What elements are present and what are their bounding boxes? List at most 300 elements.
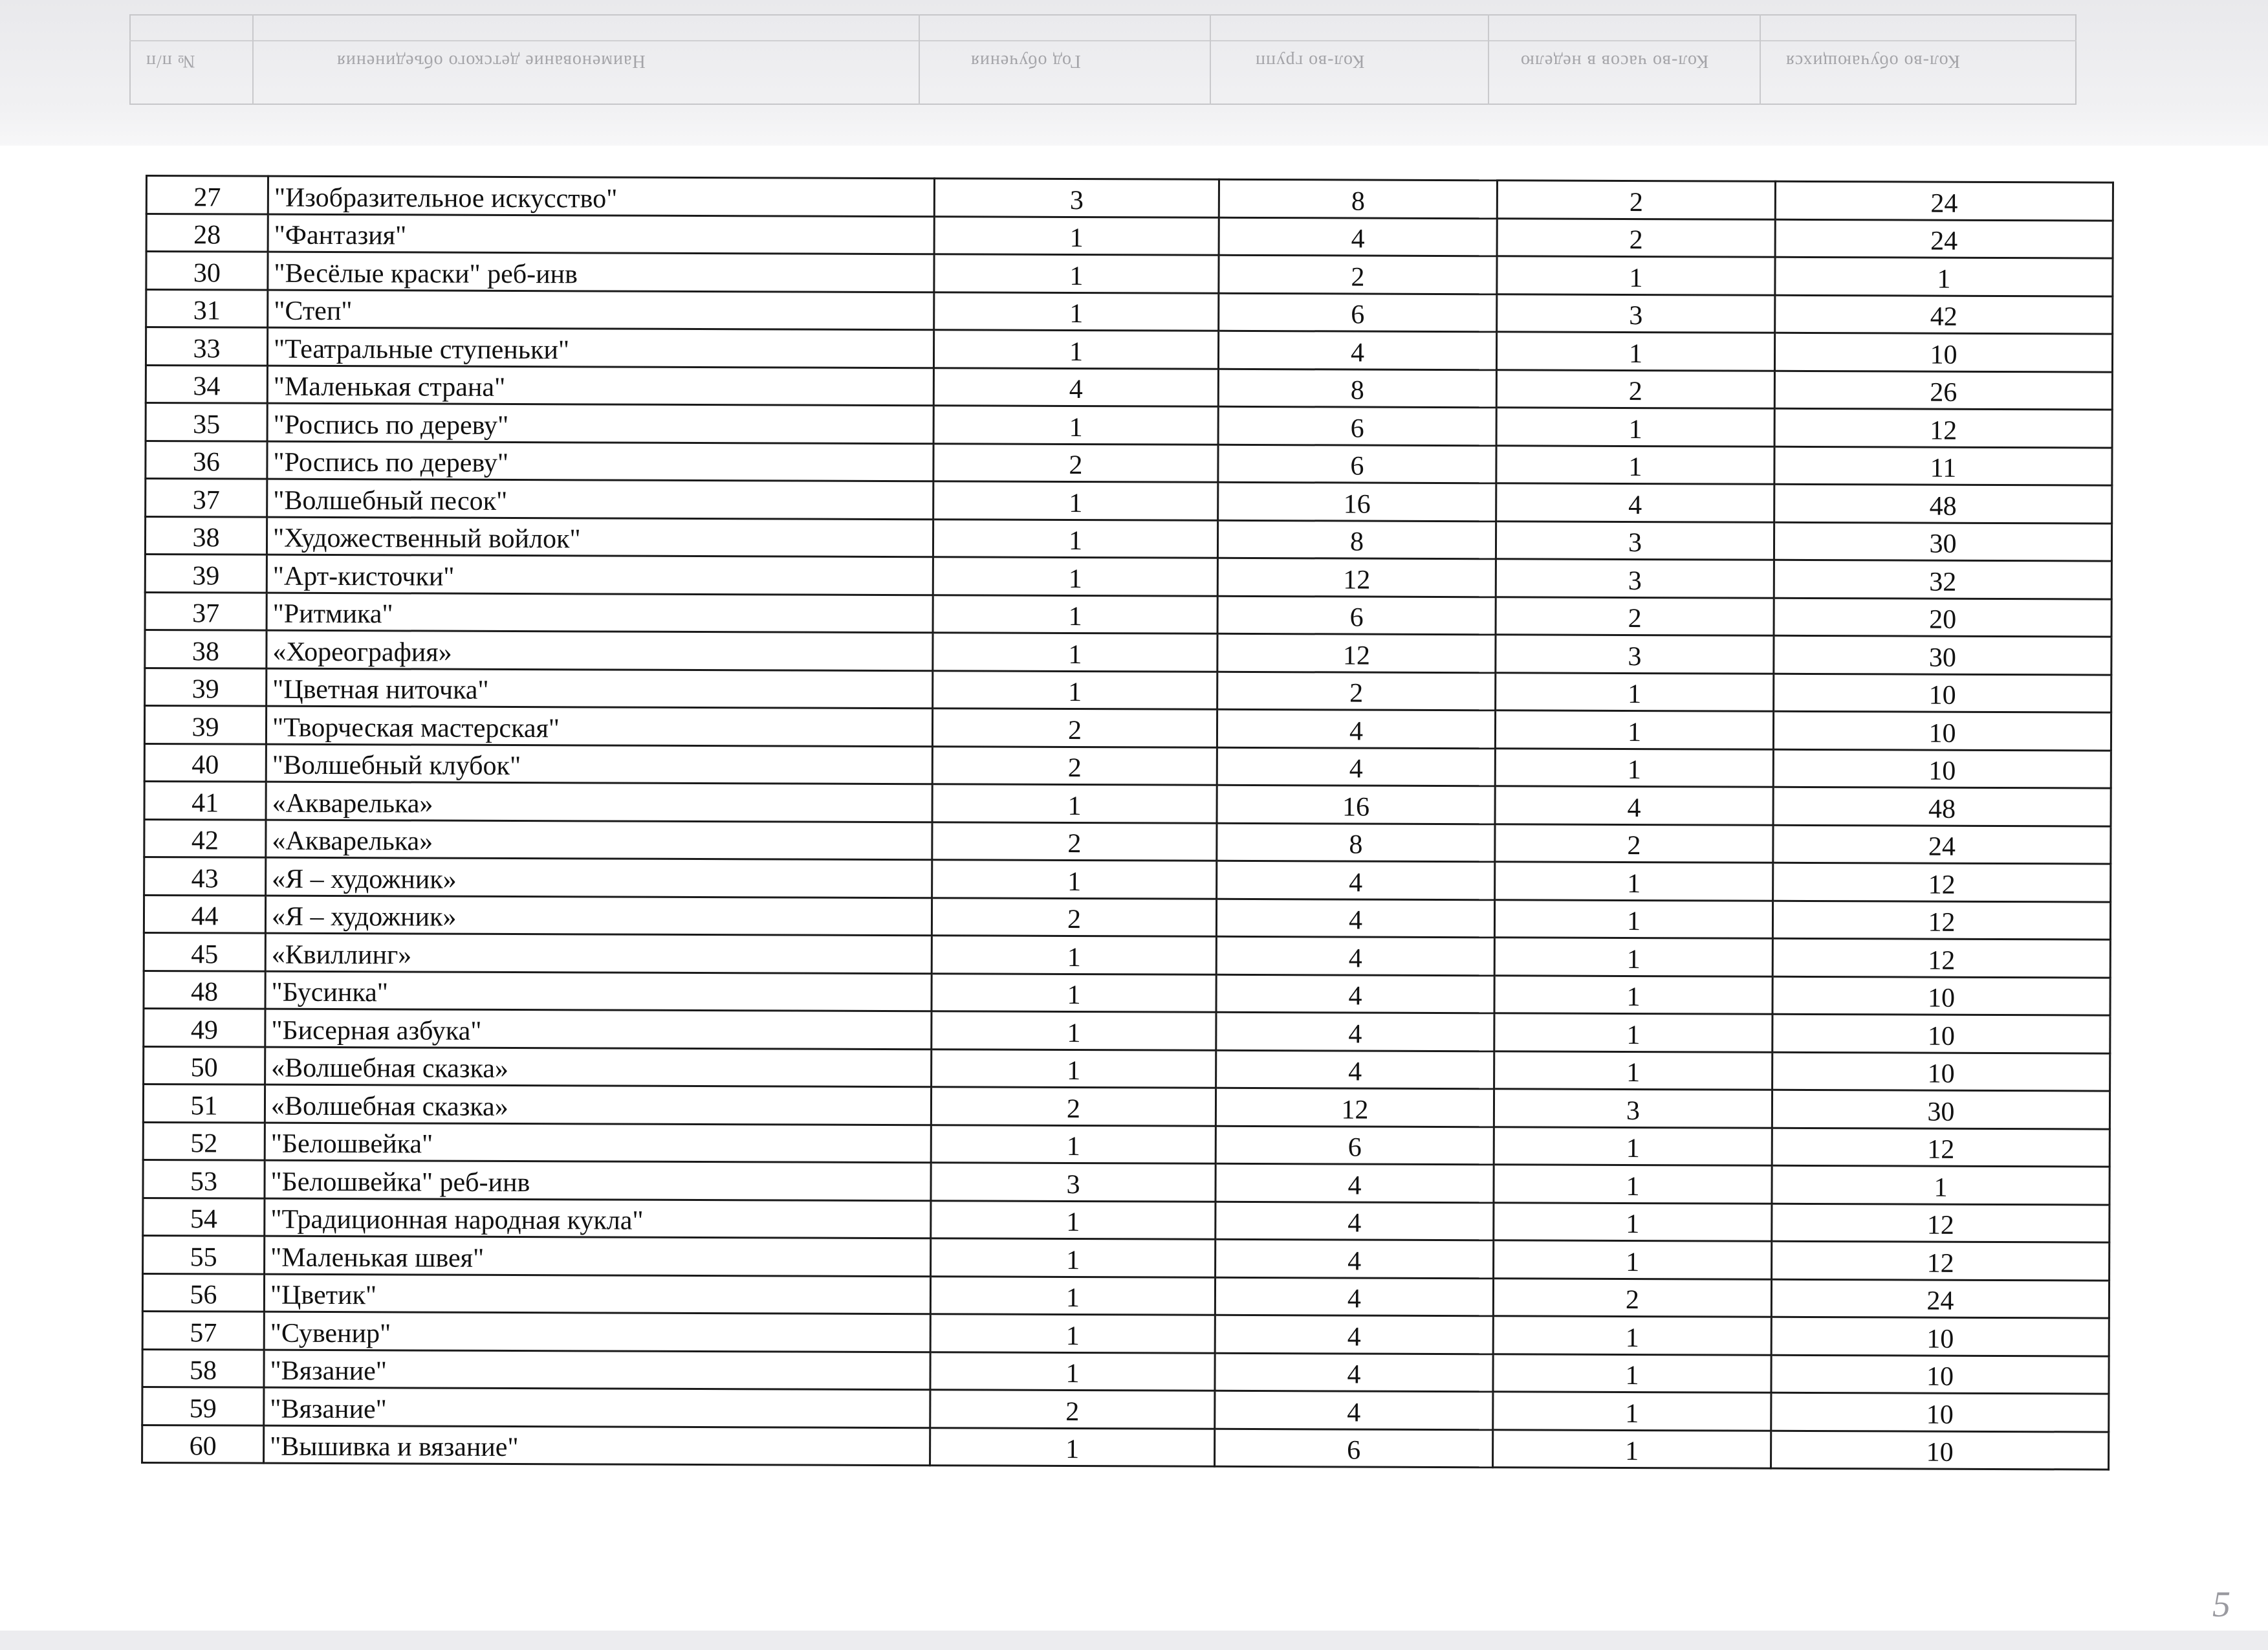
groups-count-cell bbox=[1493, 1354, 1771, 1392]
row-number: 39 bbox=[192, 560, 220, 591]
program-name-cell bbox=[267, 403, 933, 443]
students-count: 1 bbox=[1934, 1172, 1948, 1203]
hours-per-week-cell bbox=[1217, 633, 1496, 672]
program-name: "Роспись по дереву" bbox=[273, 410, 509, 441]
row-number-cell bbox=[143, 1198, 265, 1236]
programs-table-body bbox=[142, 176, 2113, 1470]
table-row bbox=[145, 516, 2111, 561]
groups-count: 1 bbox=[1628, 679, 1642, 710]
groups-count: 1 bbox=[1628, 338, 1643, 369]
students-count-cell bbox=[1771, 1317, 2109, 1356]
groups-count-cell bbox=[1493, 1429, 1771, 1468]
students-count: 12 bbox=[1928, 907, 1956, 938]
table-row bbox=[146, 441, 2112, 485]
students-count-cell bbox=[1773, 787, 2111, 826]
groups-count: 1 bbox=[1627, 868, 1641, 899]
hours-per-week: 4 bbox=[1349, 868, 1363, 898]
students-count-cell bbox=[1772, 976, 2110, 1015]
program-name: "Ритмика" bbox=[272, 599, 393, 630]
program-name-cell bbox=[267, 593, 933, 633]
program-name: «Волшебная сказка» bbox=[271, 1053, 509, 1084]
program-name: «Акварелька» bbox=[272, 788, 433, 819]
groups-count-cell bbox=[1497, 218, 1775, 257]
students-count-cell bbox=[1773, 863, 2111, 901]
study-year-cell bbox=[932, 709, 1217, 747]
groups-count: 1 bbox=[1628, 452, 1642, 483]
table-row bbox=[144, 706, 2111, 751]
program-name-cell bbox=[267, 668, 933, 709]
groups-count: 1 bbox=[1625, 1436, 1639, 1467]
row-number: 60 bbox=[189, 1431, 217, 1462]
students-count-cell bbox=[1774, 408, 2112, 447]
hours-per-week-cell bbox=[1218, 445, 1496, 483]
groups-count-cell bbox=[1493, 1316, 1771, 1355]
program-name: «Я – художник» bbox=[271, 901, 457, 932]
row-number-cell bbox=[143, 1160, 265, 1198]
students-count-cell bbox=[1774, 371, 2112, 410]
hours-per-week-cell bbox=[1217, 709, 1495, 748]
study-year-cell bbox=[930, 1427, 1215, 1466]
study-year-cell bbox=[931, 1238, 1216, 1277]
table-row bbox=[144, 743, 2111, 788]
groups-count: 1 bbox=[1626, 1209, 1640, 1240]
study-year: 1 bbox=[1067, 980, 1081, 1011]
students-count: 48 bbox=[1928, 794, 1956, 824]
hours-per-week-cell bbox=[1218, 369, 1496, 408]
row-number: 48 bbox=[191, 977, 219, 1007]
groups-count-cell bbox=[1496, 445, 1774, 484]
students-count-cell bbox=[1771, 1355, 2109, 1394]
hours-per-week-cell bbox=[1216, 1050, 1494, 1089]
row-number-cell bbox=[146, 252, 268, 290]
row-number: 30 bbox=[193, 258, 221, 288]
groups-count-cell bbox=[1494, 1013, 1772, 1052]
students-count: 42 bbox=[1930, 302, 1957, 332]
students-count: 30 bbox=[1927, 1097, 1955, 1127]
students-count: 12 bbox=[1927, 1134, 1955, 1165]
table-row bbox=[145, 555, 2111, 599]
study-year-cell bbox=[934, 292, 1219, 331]
row-number-cell bbox=[143, 1122, 265, 1160]
study-year-cell bbox=[933, 406, 1218, 445]
row-number: 55 bbox=[190, 1242, 217, 1272]
program-name: "Волшебный клубок" bbox=[272, 750, 521, 782]
reverse-table-rule bbox=[129, 40, 2077, 41]
hours-per-week-cell bbox=[1217, 596, 1496, 635]
row-number: 50 bbox=[190, 1053, 218, 1083]
students-count: 12 bbox=[1928, 870, 1956, 900]
row-number-cell bbox=[144, 1008, 265, 1046]
groups-count: 2 bbox=[1629, 187, 1643, 217]
students-count: 48 bbox=[1929, 491, 1957, 522]
groups-count: 1 bbox=[1626, 1171, 1640, 1202]
hours-per-week-cell bbox=[1215, 1353, 1493, 1392]
table-row bbox=[144, 1008, 2110, 1053]
row-number-cell bbox=[146, 289, 268, 327]
hours-per-week-cell bbox=[1216, 974, 1494, 1013]
students-count-cell bbox=[1772, 1128, 2110, 1167]
row-number-cell bbox=[145, 516, 267, 555]
table-row bbox=[146, 214, 2113, 258]
students-count: 24 bbox=[1928, 831, 1956, 862]
study-year-cell bbox=[930, 1276, 1215, 1315]
table-row bbox=[146, 289, 2113, 334]
row-number-cell bbox=[144, 895, 265, 933]
reverse-table-divider bbox=[1760, 14, 1761, 105]
program-name-cell bbox=[265, 971, 932, 1011]
study-year: 1 bbox=[1065, 1358, 1080, 1389]
groups-count: 2 bbox=[1625, 1284, 1640, 1315]
row-number: 40 bbox=[191, 750, 219, 780]
program-name-cell bbox=[265, 933, 932, 973]
table-row bbox=[143, 1198, 2110, 1242]
row-number-cell bbox=[143, 1235, 265, 1273]
study-year: 4 bbox=[1069, 374, 1083, 405]
program-name-cell bbox=[264, 1312, 930, 1352]
program-name-cell bbox=[265, 1084, 931, 1125]
study-year: 1 bbox=[1066, 1131, 1080, 1162]
groups-count: 1 bbox=[1625, 1398, 1639, 1429]
students-count: 10 bbox=[1926, 1361, 1954, 1392]
program-name-cell bbox=[264, 1425, 930, 1466]
study-year-cell bbox=[934, 216, 1219, 255]
row-number-cell bbox=[142, 1425, 264, 1463]
hours-per-week: 8 bbox=[1349, 830, 1363, 860]
row-number-cell bbox=[145, 555, 267, 593]
groups-count-cell bbox=[1493, 1392, 1771, 1431]
table-row bbox=[145, 592, 2111, 637]
reverse-header: Кол-во групп bbox=[1255, 51, 1365, 71]
study-year: 1 bbox=[1069, 261, 1084, 291]
program-name: "Роспись по дереву" bbox=[273, 447, 509, 478]
hours-per-week: 4 bbox=[1347, 1208, 1362, 1238]
study-year-cell bbox=[930, 1352, 1215, 1391]
program-name-cell bbox=[266, 706, 932, 746]
groups-count: 1 bbox=[1626, 1247, 1640, 1277]
students-count-cell bbox=[1772, 938, 2110, 977]
row-number: 43 bbox=[191, 863, 219, 894]
row-number: 44 bbox=[191, 901, 219, 932]
row-number: 27 bbox=[193, 182, 221, 212]
hours-per-week: 6 bbox=[1351, 300, 1365, 330]
table-row bbox=[143, 1160, 2110, 1204]
row-number-cell bbox=[145, 668, 267, 706]
students-count-cell bbox=[1774, 446, 2112, 485]
row-number: 59 bbox=[189, 1393, 217, 1424]
row-number-cell bbox=[144, 971, 265, 1009]
students-count: 10 bbox=[1928, 756, 1956, 786]
study-year: 1 bbox=[1067, 1018, 1081, 1048]
students-count-cell bbox=[1775, 257, 2113, 296]
study-year-cell bbox=[933, 557, 1217, 596]
program-name-cell bbox=[268, 214, 934, 254]
students-count: 12 bbox=[1926, 1248, 1954, 1279]
students-count-cell bbox=[1774, 333, 2112, 371]
study-year: 2 bbox=[1066, 1094, 1081, 1124]
groups-count-cell bbox=[1494, 899, 1772, 938]
hours-per-week-cell bbox=[1216, 1126, 1494, 1165]
hours-per-week: 4 bbox=[1347, 1359, 1361, 1390]
students-count: 24 bbox=[1930, 188, 1958, 219]
groups-count: 3 bbox=[1629, 301, 1643, 331]
table-row bbox=[142, 1273, 2109, 1318]
row-number-cell bbox=[144, 932, 265, 971]
hours-per-week-cell bbox=[1216, 1239, 1494, 1278]
program-name-cell bbox=[265, 1198, 931, 1238]
study-year: 1 bbox=[1069, 412, 1083, 443]
row-number-cell bbox=[144, 781, 266, 819]
students-count: 10 bbox=[1927, 983, 1956, 1013]
hours-per-week: 6 bbox=[1350, 451, 1364, 481]
table-row bbox=[142, 1311, 2109, 1356]
groups-count: 1 bbox=[1626, 1020, 1641, 1050]
hours-per-week-cell bbox=[1217, 558, 1496, 597]
students-count-cell bbox=[1772, 1090, 2110, 1128]
row-number: 57 bbox=[190, 1317, 217, 1348]
program-name-cell bbox=[264, 1274, 930, 1314]
students-count: 10 bbox=[1927, 1021, 1955, 1051]
reverse-header: Год обучения bbox=[970, 51, 1081, 71]
hours-per-week-cell bbox=[1215, 1429, 1493, 1468]
hours-per-week: 4 bbox=[1349, 754, 1363, 784]
row-number-cell bbox=[146, 441, 267, 479]
study-year: 3 bbox=[1069, 185, 1084, 215]
students-count: 10 bbox=[1928, 680, 1956, 710]
study-year: 2 bbox=[1067, 753, 1082, 784]
reverse-header: Наименование детского объединения bbox=[336, 51, 646, 71]
row-number: 33 bbox=[193, 333, 221, 364]
table-row bbox=[144, 932, 2110, 977]
table-row bbox=[144, 895, 2110, 940]
students-count-cell bbox=[1772, 1165, 2110, 1204]
row-number: 39 bbox=[191, 674, 219, 705]
table-row bbox=[144, 819, 2111, 864]
hours-per-week: 6 bbox=[1347, 1132, 1362, 1163]
groups-count-cell bbox=[1495, 786, 1773, 825]
program-name: "Фантазия" bbox=[274, 220, 407, 251]
students-count-cell bbox=[1774, 598, 2111, 637]
table-row bbox=[143, 1235, 2110, 1280]
program-name: «Хореография» bbox=[272, 637, 452, 668]
hours-per-week: 4 bbox=[1348, 1018, 1362, 1050]
row-number-cell bbox=[144, 857, 266, 895]
program-name: "Весёлые краски" реб-инв bbox=[274, 258, 578, 289]
row-number-cell bbox=[142, 1387, 264, 1425]
row-number-cell bbox=[146, 327, 267, 366]
groups-count-cell bbox=[1495, 710, 1773, 749]
hours-per-week: 16 bbox=[1343, 489, 1371, 520]
program-name-cell bbox=[264, 1350, 930, 1390]
study-year: 1 bbox=[1069, 298, 1084, 329]
students-count-cell bbox=[1771, 1431, 2109, 1469]
table-row bbox=[146, 479, 2112, 523]
table-row bbox=[142, 1349, 2109, 1394]
row-number: 52 bbox=[190, 1128, 218, 1159]
hours-per-week: 4 bbox=[1350, 338, 1365, 368]
study-year: 2 bbox=[1067, 828, 1082, 859]
table-row bbox=[146, 327, 2112, 372]
program-name: "Белошвейка" реб-инв bbox=[270, 1167, 530, 1198]
students-count: 11 bbox=[1930, 453, 1957, 483]
students-count-cell bbox=[1772, 1052, 2110, 1091]
hours-per-week: 8 bbox=[1350, 375, 1364, 406]
study-year-cell bbox=[933, 670, 1217, 709]
hours-per-week-cell bbox=[1215, 1315, 1493, 1354]
table-row bbox=[144, 857, 2111, 901]
row-number-cell bbox=[142, 1349, 264, 1387]
study-year: 1 bbox=[1069, 488, 1083, 518]
row-number: 39 bbox=[191, 712, 219, 742]
groups-count-cell bbox=[1493, 1278, 1771, 1317]
students-count: 12 bbox=[1928, 945, 1956, 976]
program-name: "Цветик" bbox=[270, 1280, 377, 1311]
table-row bbox=[142, 1425, 2109, 1469]
program-name-cell bbox=[267, 479, 933, 519]
hours-per-week: 4 bbox=[1348, 981, 1362, 1011]
program-name: "Волшебный песок" bbox=[273, 485, 508, 516]
program-name: "Бусинка" bbox=[271, 977, 389, 1008]
table-row bbox=[142, 1387, 2109, 1431]
table-row bbox=[143, 1084, 2110, 1128]
groups-count: 1 bbox=[1627, 755, 1641, 786]
program-name: "Художественный войлок" bbox=[272, 523, 581, 555]
table-row bbox=[145, 630, 2111, 675]
study-year-cell bbox=[931, 1125, 1216, 1163]
page-number: 5 bbox=[2212, 1585, 2230, 1625]
program-name: «Квиллинг» bbox=[271, 940, 412, 970]
program-name: "Вязание" bbox=[270, 1394, 387, 1424]
program-name-cell bbox=[265, 896, 932, 936]
hours-per-week: 16 bbox=[1342, 791, 1370, 822]
table-row bbox=[144, 1046, 2110, 1091]
program-name: «Я – художник» bbox=[272, 864, 457, 895]
hours-per-week-cell bbox=[1216, 899, 1494, 938]
hours-per-week-cell bbox=[1216, 1012, 1494, 1051]
study-year: 2 bbox=[1067, 715, 1082, 745]
program-name: "Вышивка и вязание" bbox=[270, 1431, 519, 1463]
table-row bbox=[146, 252, 2113, 296]
study-year: 1 bbox=[1068, 639, 1082, 670]
hours-per-week-cell bbox=[1215, 1391, 1493, 1429]
study-year: 1 bbox=[1068, 601, 1082, 632]
students-count-cell bbox=[1774, 674, 2111, 712]
groups-count-cell bbox=[1494, 1127, 1772, 1165]
program-name-cell bbox=[266, 744, 932, 784]
groups-count: 1 bbox=[1626, 982, 1641, 1013]
study-year-cell bbox=[934, 254, 1219, 293]
groups-count: 3 bbox=[1628, 566, 1642, 596]
program-name: «Акварелька» bbox=[272, 826, 433, 857]
program-name-cell bbox=[266, 857, 932, 897]
row-number: 37 bbox=[192, 599, 220, 629]
study-year-cell bbox=[932, 822, 1217, 861]
study-year: 2 bbox=[1065, 1396, 1080, 1427]
row-number: 53 bbox=[190, 1166, 218, 1196]
program-name: "Творческая мастерская" bbox=[272, 712, 560, 743]
groups-count: 1 bbox=[1626, 907, 1641, 937]
students-count: 10 bbox=[1926, 1437, 1954, 1468]
table-row bbox=[143, 1122, 2110, 1167]
groups-count-cell bbox=[1494, 1202, 1772, 1241]
study-year: 1 bbox=[1068, 677, 1082, 708]
row-number: 45 bbox=[191, 939, 219, 969]
students-count: 12 bbox=[1930, 415, 1957, 446]
program-name-cell bbox=[267, 441, 933, 481]
row-number-cell bbox=[145, 592, 267, 630]
students-count-cell bbox=[1772, 1241, 2110, 1280]
groups-count-cell bbox=[1494, 1240, 1772, 1279]
reverse-table-divider bbox=[919, 14, 920, 105]
study-year-cell bbox=[931, 1163, 1216, 1202]
row-number: 56 bbox=[190, 1280, 217, 1310]
hours-per-week-cell bbox=[1217, 520, 1496, 559]
program-name: "Маленькая страна" bbox=[273, 371, 506, 402]
hours-per-week: 4 bbox=[1347, 1321, 1361, 1352]
row-number: 41 bbox=[191, 787, 219, 818]
students-count-cell bbox=[1773, 825, 2111, 864]
students-count: 10 bbox=[1928, 718, 1956, 749]
students-count: 24 bbox=[1930, 226, 1958, 256]
study-year-cell bbox=[932, 973, 1216, 1012]
hours-per-week: 4 bbox=[1348, 1057, 1362, 1087]
groups-count: 4 bbox=[1627, 793, 1641, 823]
row-number-cell bbox=[144, 1046, 265, 1084]
program-name-cell bbox=[265, 1047, 932, 1087]
study-year: 1 bbox=[1066, 1207, 1080, 1238]
table-row bbox=[146, 403, 2112, 448]
groups-count: 1 bbox=[1626, 1133, 1640, 1164]
groups-count-cell bbox=[1496, 672, 1774, 711]
hours-per-week-cell bbox=[1216, 1088, 1494, 1127]
row-number-cell bbox=[144, 743, 266, 782]
row-number-cell bbox=[142, 1273, 264, 1312]
students-count-cell bbox=[1772, 1014, 2110, 1053]
program-name-cell bbox=[267, 327, 933, 368]
study-year-cell bbox=[930, 1314, 1215, 1353]
study-year: 1 bbox=[1067, 791, 1082, 821]
hours-per-week: 12 bbox=[1343, 564, 1371, 595]
row-number-cell bbox=[146, 479, 267, 517]
hours-per-week-cell bbox=[1218, 406, 1496, 445]
table-row bbox=[145, 668, 2111, 712]
study-year-cell bbox=[933, 519, 1217, 558]
groups-count: 3 bbox=[1628, 528, 1642, 558]
row-number-cell bbox=[144, 706, 266, 744]
program-name: "Маленькая швея" bbox=[270, 1242, 485, 1273]
hours-per-week-cell bbox=[1218, 482, 1496, 521]
students-count: 20 bbox=[1929, 604, 1957, 635]
reverse-table-divider bbox=[1488, 14, 1489, 105]
groups-count-cell bbox=[1497, 256, 1775, 295]
groups-count-cell bbox=[1497, 181, 1775, 219]
hours-per-week-cell bbox=[1219, 179, 1497, 218]
program-name-cell bbox=[266, 782, 932, 822]
study-year: 1 bbox=[1065, 1282, 1080, 1314]
program-name-cell bbox=[265, 1009, 932, 1049]
groups-count-cell bbox=[1494, 1089, 1772, 1128]
groups-count-cell bbox=[1496, 597, 1774, 635]
students-count-cell bbox=[1775, 219, 2113, 258]
program-name-cell bbox=[265, 1123, 931, 1163]
study-year-cell bbox=[932, 860, 1217, 899]
scan-bottom-edge bbox=[0, 1631, 2268, 1650]
row-number: 38 bbox=[191, 636, 220, 666]
groups-count-cell bbox=[1494, 975, 1772, 1014]
students-count: 12 bbox=[1926, 1210, 1954, 1240]
groups-count: 1 bbox=[1625, 1323, 1639, 1353]
program-name: "Вязание" bbox=[270, 1356, 387, 1387]
groups-count-cell bbox=[1496, 635, 1774, 674]
